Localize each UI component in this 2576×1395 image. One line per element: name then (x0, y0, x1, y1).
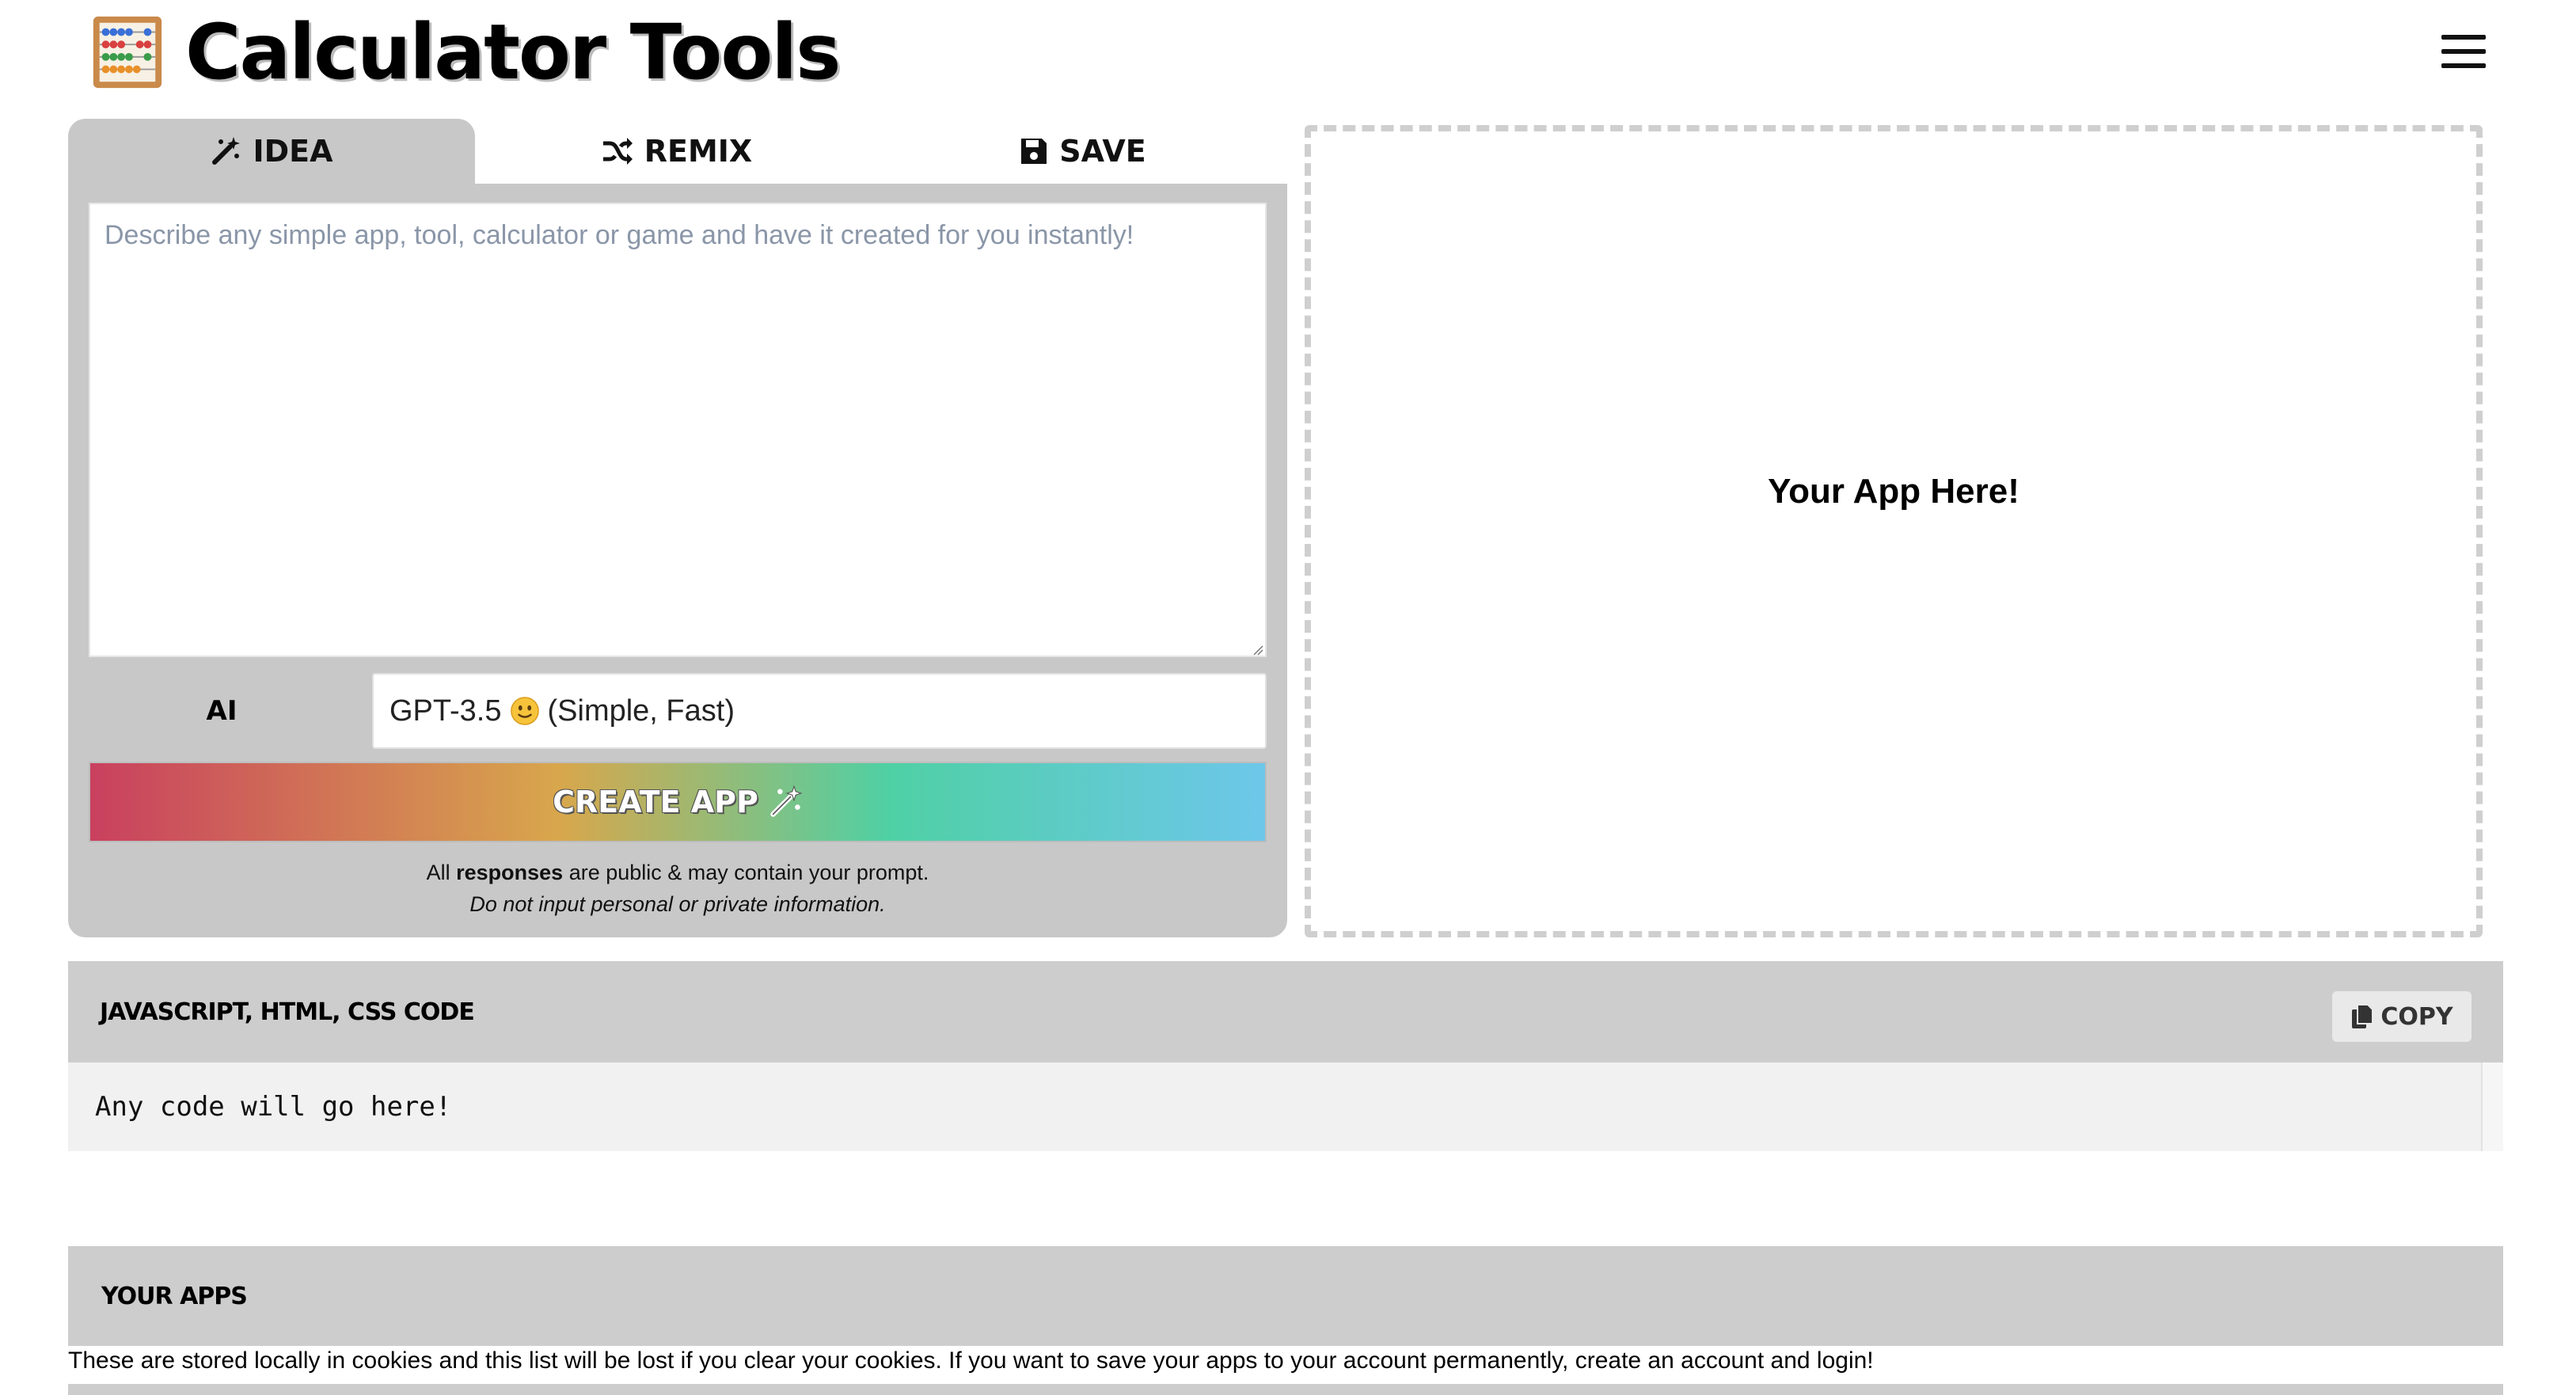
create-app-button[interactable] (89, 762, 1267, 842)
hamburger-menu-icon[interactable] (2441, 35, 2486, 68)
disclaimer-line-1: All responses are public & may contain your prompt. (426, 861, 929, 884)
ai-label: AI (206, 695, 237, 727)
tab-save-label: SAVE (1059, 134, 1146, 169)
tab-idea-label: IDEA (253, 134, 333, 169)
abacus-icon[interactable] (89, 13, 166, 91)
floppy-disk-icon (1020, 137, 1048, 165)
disclaimer-line-2: Do not input personal or private information. (469, 892, 886, 916)
copy-icon (2350, 1003, 2374, 1030)
magic-wand-icon (210, 135, 241, 167)
tab-bar (68, 119, 1287, 184)
tab-save[interactable] (879, 119, 1287, 184)
idea-panel-body (68, 184, 1287, 937)
model-name: GPT-3.5 (389, 694, 502, 728)
copy-button[interactable] (2332, 991, 2472, 1042)
model-desc: (Simple, Fast) (547, 694, 735, 728)
code-scrollbar[interactable] (2481, 1062, 2503, 1151)
slightly-smiling-face-icon (510, 696, 540, 726)
preview-title: Your App Here! (1768, 472, 2019, 511)
shuffle-icon (602, 137, 633, 165)
disclaimer (68, 857, 1287, 920)
your-apps-list (68, 1384, 2503, 1395)
responses-link[interactable]: responses (456, 861, 564, 884)
tab-idea[interactable] (68, 119, 475, 184)
app-preview (1305, 125, 2483, 937)
tab-remix[interactable] (475, 119, 879, 184)
resize-grip-icon[interactable] (1251, 643, 1263, 656)
site-header (89, 8, 840, 97)
create-app-label: CREATE APP (553, 785, 758, 819)
your-apps-title: YOUR APPS (101, 1282, 247, 1310)
code-section-header (68, 961, 2503, 1062)
tab-remix-label: REMIX (644, 134, 753, 169)
copy-button-label: COPY (2380, 1002, 2453, 1031)
your-apps-note: These are stored locally in cookies and this list will be lost if you clear your cookies. If you want to save your apps to your account permanently, create an account and login! (68, 1347, 1874, 1374)
prompt-panel (68, 119, 1287, 937)
code-output[interactable]: Any code will go here! (68, 1062, 2481, 1151)
your-apps-header (68, 1246, 2503, 1346)
idea-textarea[interactable] (89, 203, 1267, 657)
magic-wand-icon (768, 785, 803, 819)
model-select[interactable] (372, 673, 1267, 749)
code-section-title: JAVASCRIPT, HTML, CSS CODE (100, 998, 474, 1026)
site-title[interactable]: Calculator Tools (185, 8, 840, 97)
